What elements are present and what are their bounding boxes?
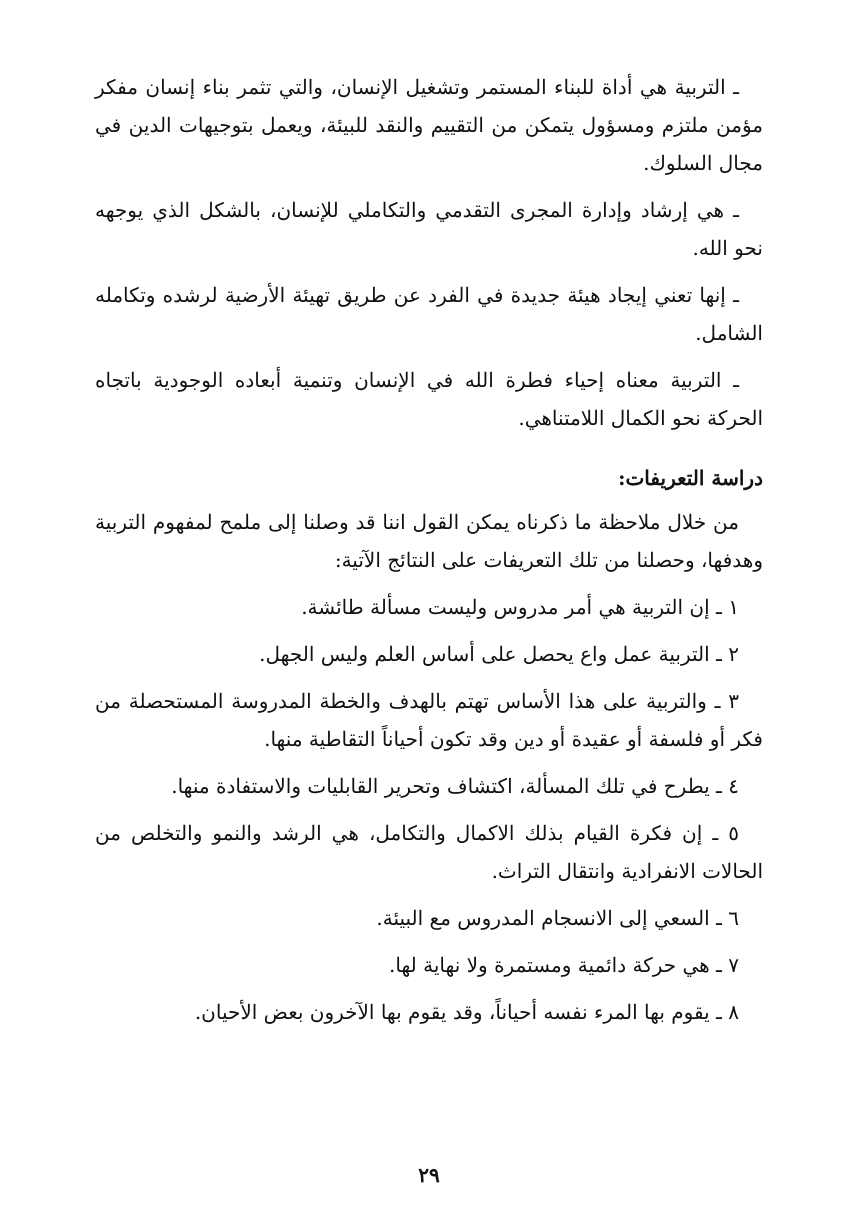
definition-paragraph-4: ـ التربية معناه إحياء فطرة الله في الإنسان وتنمية أبعاده الوجودية باتجاه الحركة نحو الكمال اللامتناهي. <box>95 368 763 430</box>
section-heading: دراسة التعريفات: <box>618 466 763 490</box>
result-item-7: ٧ ـ هي حركة دائمية ومستمرة ولا نهاية لها. <box>389 953 739 977</box>
result-item-1: ١ ـ إن التربية هي أمر مدروس وليست مسألة طائشة. <box>301 595 739 619</box>
result-item-8: ٨ ـ يقوم بها المرء نفسه أحياناً، وقد يقوم بها الآخرون بعض الأحيان. <box>194 1000 739 1024</box>
result-item-5: ٥ ـ إن فكرة القيام بذلك الاكمال والتكامل، هي الرشد والنمو والتخلص من الحالات الانفرادية وانتقال التراث. <box>95 821 763 883</box>
definition-paragraph-2: ـ هي إرشاد وإدارة المجرى التقدمي والتكاملي للإنسان، بالشكل الذي يوجهه نحو الله. <box>95 198 763 260</box>
page-body <box>95 68 763 1040</box>
page-number: ٢٩ <box>418 1163 440 1187</box>
result-item-3: ٣ ـ والتربية على هذا الأساس تهتم بالهدف والخطة المدروسة المستحصلة من فكر أو فلسفة أو عقيدة أو دين وقد تكون أحياناً التقاطية منها. <box>95 689 763 751</box>
result-item-2: ٢ ـ التربية عمل واع يحصل على أساس العلم وليس الجهل. <box>259 642 739 666</box>
intro-paragraph: من خلال ملاحظة ما ذكرناه يمكن القول اننا قد وصلنا إلى ملمح لمفهوم التربية وهدفها، وحصلنا من تلك التعريفات على النتائج الآتية: <box>95 510 763 572</box>
result-item-4: ٤ ـ يطرح في تلك المسألة، اكتشاف وتحرير القابليات والاستفادة منها. <box>171 774 739 798</box>
definition-paragraph-3: ـ إنها تعني إيجاد هيئة جديدة في الفرد عن طريق تهيئة الأرضية لرشده وتكامله الشامل. <box>95 283 763 345</box>
result-item-6: ٦ ـ السعي إلى الانسجام المدروس مع البيئة. <box>376 906 739 930</box>
definition-paragraph-1: ـ التربية هي أداة للبناء المستمر وتشغيل الإنسان، والتي تثمر بناء إنسان مفكر مؤمن ملتزم ومسؤول يتمكن من التقييم والنقد للبيئة، ويعمل بتوجيهات الدين في مجال السلوك. <box>95 75 763 175</box>
